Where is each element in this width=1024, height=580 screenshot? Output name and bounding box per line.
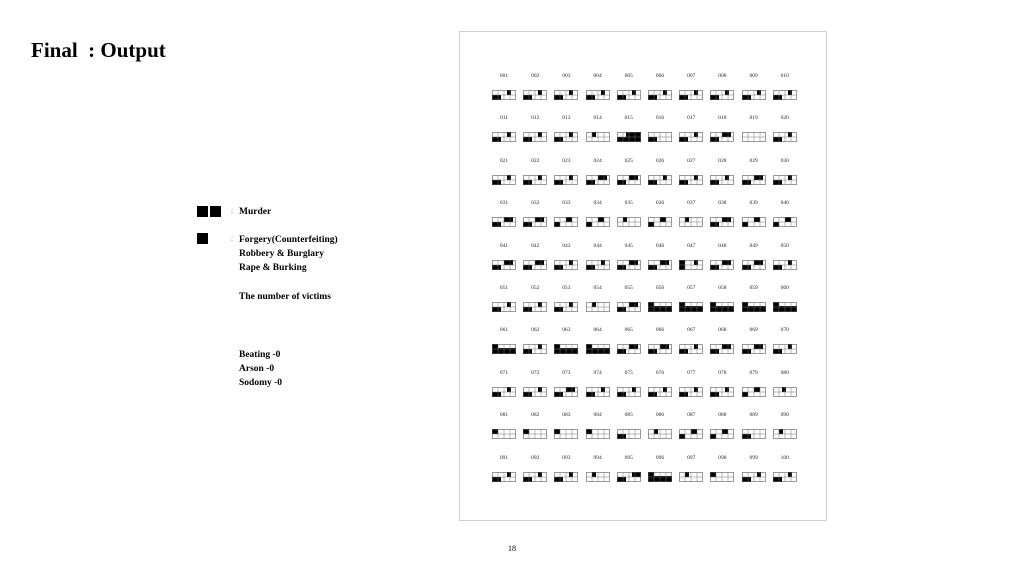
crime-glyph — [710, 302, 734, 312]
cell-label: 066 — [655, 327, 665, 334]
crime-glyph — [523, 217, 547, 227]
crime-glyph — [617, 217, 641, 227]
cell-label: 089 — [749, 412, 758, 419]
cell-label: 079 — [749, 369, 758, 376]
cell-label: 068 — [718, 327, 727, 334]
cell-label: 083 — [562, 412, 571, 419]
crime-glyph — [523, 344, 547, 354]
murder-swatch-right — [210, 206, 221, 217]
crime-glyph — [742, 429, 766, 439]
cell-label: 090 — [780, 412, 789, 419]
crime-glyph — [492, 344, 516, 354]
crime-glyph — [586, 472, 610, 482]
crime-glyph — [648, 344, 672, 354]
crime-glyph — [648, 175, 672, 185]
cell-label: 091 — [499, 454, 509, 461]
cell-label: 016 — [655, 115, 665, 122]
murder-bullet: : — [231, 207, 233, 215]
crime-glyph — [523, 387, 547, 397]
cell-label: 011 — [499, 115, 509, 122]
crime-glyph — [492, 472, 516, 482]
crime-glyph — [679, 217, 703, 227]
cell-label: 018 — [718, 115, 727, 122]
crime-glyph — [773, 132, 797, 142]
crime-glyph — [679, 90, 703, 100]
crime-glyph — [554, 90, 578, 100]
cell-label: 040 — [780, 200, 789, 207]
cell-label: 007 — [687, 73, 696, 79]
crime-glyph — [523, 302, 547, 312]
cell-label: 044 — [593, 242, 602, 249]
cell-label: 039 — [749, 200, 758, 207]
forgery-swatch — [197, 233, 208, 244]
cell-label: 099 — [749, 454, 758, 461]
crime-glyph — [523, 175, 547, 185]
cell-label: 010 — [780, 73, 789, 79]
cell-label: 022 — [531, 157, 540, 164]
crime-glyph — [617, 429, 641, 439]
cell-label: 062 — [531, 327, 540, 334]
cell-label: 063 — [562, 327, 571, 334]
cell-label: 026 — [655, 157, 665, 164]
crime-glyph — [773, 260, 797, 270]
cell-label: 025 — [624, 157, 633, 164]
cell-label: 074 — [593, 369, 602, 376]
crime-glyph — [710, 429, 734, 439]
crime-glyph — [586, 175, 610, 185]
crime-glyph — [554, 344, 578, 354]
crime-glyph — [648, 387, 672, 397]
crime-glyph — [492, 260, 516, 270]
forgery-bullet: : — [231, 235, 233, 243]
crime-glyph — [710, 132, 734, 142]
cell-label: 076 — [655, 369, 665, 376]
cell-label: 030 — [780, 157, 789, 164]
cell-label: 072 — [531, 369, 540, 376]
cell-label: 054 — [593, 285, 602, 291]
crime-glyph — [617, 260, 641, 270]
cell-label: 070 — [780, 327, 789, 334]
cell-label: 034 — [593, 200, 602, 207]
cell-label: 021 — [499, 157, 509, 164]
crime-glyph — [554, 175, 578, 185]
crime-glyph — [492, 429, 516, 439]
crime-glyph — [679, 175, 703, 185]
cell-label: 095 — [624, 454, 633, 461]
cell-label: 035 — [624, 200, 633, 207]
cell-label: 028 — [718, 157, 727, 164]
cell-label: 024 — [593, 157, 602, 164]
crime-glyph — [710, 90, 734, 100]
cell-label: 049 — [749, 242, 758, 249]
cell-label: 029 — [749, 157, 758, 164]
cell-label: 086 — [655, 412, 665, 419]
cell-label: 053 — [562, 285, 571, 291]
cell-label: 014 — [593, 115, 602, 122]
cell-label: 037 — [687, 200, 696, 207]
cell-label: 048 — [718, 242, 727, 249]
cell-label: 003 — [562, 73, 571, 79]
cell-label: 092 — [531, 454, 540, 461]
cell-label: 071 — [499, 369, 509, 376]
crime-glyph — [710, 217, 734, 227]
cell-label: 069 — [749, 327, 758, 334]
crime-glyph — [773, 217, 797, 227]
crime-glyph — [773, 302, 797, 312]
crime-glyph — [492, 175, 516, 185]
cell-label: 067 — [687, 327, 696, 334]
crime-glyph — [554, 387, 578, 397]
cell-label: 073 — [562, 369, 571, 376]
crime-glyph — [648, 217, 672, 227]
crime-glyph — [710, 344, 734, 354]
cell-label: 006 — [655, 73, 665, 79]
cell-label: 042 — [531, 242, 540, 249]
crime-glyph — [773, 175, 797, 185]
crime-glyph — [742, 132, 766, 142]
crime-glyph — [773, 472, 797, 482]
cell-label: 077 — [687, 369, 696, 376]
legend-rape: Rape & Burking — [239, 263, 307, 273]
cell-label: 032 — [531, 200, 540, 207]
cell-label: 060 — [780, 285, 789, 291]
crime-glyph — [554, 302, 578, 312]
crime-glyph — [586, 217, 610, 227]
crime-glyph — [710, 175, 734, 185]
cell-label: 059 — [749, 285, 758, 291]
cell-label: 082 — [531, 412, 540, 419]
crime-glyph — [648, 472, 672, 482]
crime-glyph — [773, 429, 797, 439]
crime-glyph — [492, 302, 516, 312]
cell-label: 056 — [655, 285, 665, 291]
cell-label: 085 — [624, 412, 633, 419]
cell-label: 080 — [780, 369, 789, 376]
legend-forgery: Forgery(Counterfeiting) — [239, 235, 338, 245]
crime-glyph — [742, 90, 766, 100]
output-panel — [459, 31, 827, 521]
cell-label: 094 — [593, 454, 602, 461]
crime-glyph — [710, 387, 734, 397]
cell-label: 088 — [718, 412, 727, 419]
cell-label: 045 — [624, 242, 633, 249]
crime-glyph — [773, 344, 797, 354]
cell-label: 017 — [687, 115, 696, 122]
cell-label: 098 — [718, 454, 727, 461]
crime-glyph — [554, 217, 578, 227]
crime-glyph — [679, 132, 703, 142]
crime-glyph — [679, 429, 703, 439]
cell-label: 027 — [687, 157, 696, 164]
cell-label: 064 — [593, 327, 602, 334]
cell-label: 012 — [531, 115, 540, 122]
crime-glyph — [742, 472, 766, 482]
cell-label: 052 — [531, 285, 540, 291]
cell-label: 078 — [718, 369, 727, 376]
crime-glyph — [742, 260, 766, 270]
crime-glyph — [523, 429, 547, 439]
legend-sodomy: Sodomy -0 — [239, 378, 283, 388]
cell-label: 084 — [593, 412, 602, 419]
crime-glyph — [586, 90, 610, 100]
crime-glyph — [523, 472, 547, 482]
cell-label: 100 — [780, 454, 789, 461]
crime-glyph — [617, 132, 641, 142]
cell-label: 058 — [718, 285, 727, 291]
crime-glyph — [617, 302, 641, 312]
crime-glyph — [586, 132, 610, 142]
cell-label: 036 — [655, 200, 665, 207]
cell-label: 002 — [531, 73, 540, 79]
murder-swatch-left — [197, 206, 208, 217]
crime-glyph — [586, 302, 610, 312]
crime-glyph — [742, 344, 766, 354]
cell-label: 050 — [780, 242, 789, 249]
crime-glyph — [523, 90, 547, 100]
crime-glyph — [586, 260, 610, 270]
crime-glyph — [679, 302, 703, 312]
crime-glyph — [710, 472, 734, 482]
crime-glyph — [586, 429, 610, 439]
crime-glyph — [710, 260, 734, 270]
cell-label: 001 — [499, 73, 509, 79]
legend-victims: The number of victims — [239, 292, 331, 302]
cell-label: 004 — [593, 73, 602, 79]
crime-glyph — [492, 387, 516, 397]
crime-glyph — [617, 472, 641, 482]
cell-label: 008 — [718, 73, 727, 79]
crime-glyph — [773, 387, 797, 397]
cell-label: 075 — [624, 369, 633, 376]
crime-glyph — [679, 344, 703, 354]
crime-glyph — [617, 90, 641, 100]
crime-glyph — [554, 132, 578, 142]
legend-arson: Arson -0 — [239, 364, 275, 374]
crime-glyph — [586, 344, 610, 354]
cell-label: 093 — [562, 454, 571, 461]
crime-glyph — [742, 302, 766, 312]
crime-glyph — [648, 132, 672, 142]
cell-label: 051 — [499, 285, 509, 291]
cell-label: 020 — [780, 115, 789, 122]
cell-label: 096 — [655, 454, 665, 461]
page-number: 18 — [508, 544, 516, 553]
cell-label: 057 — [687, 285, 696, 291]
cell-label: 043 — [562, 242, 571, 249]
cell-label: 033 — [562, 200, 571, 207]
cell-label: 055 — [624, 285, 633, 291]
cell-label: 041 — [499, 242, 509, 249]
legend-robbery: Robbery & Burglary — [239, 249, 324, 259]
page-title: Final : Output — [31, 38, 166, 62]
cell-label: 065 — [624, 327, 633, 334]
crime-glyph — [679, 387, 703, 397]
cell-label: 009 — [749, 73, 758, 79]
crime-glyph — [648, 429, 672, 439]
cell-label: 038 — [718, 200, 727, 207]
crime-glyph — [617, 344, 641, 354]
legend-murder: Murder — [239, 207, 272, 217]
crime-glyph — [554, 260, 578, 270]
crime-glyph — [742, 217, 766, 227]
crime-glyph — [742, 175, 766, 185]
cell-label: 023 — [562, 157, 571, 164]
crime-glyph — [492, 90, 516, 100]
cell-label: 081 — [499, 412, 509, 419]
cell-label: 097 — [687, 454, 696, 461]
legend-beating: Beating -0 — [239, 350, 281, 360]
crime-glyph — [742, 387, 766, 397]
crime-glyph — [679, 260, 703, 270]
crime-glyph — [554, 429, 578, 439]
crime-glyph — [554, 472, 578, 482]
crime-glyph — [648, 260, 672, 270]
crime-glyph — [523, 260, 547, 270]
cell-label: 031 — [499, 200, 509, 207]
crime-glyph — [773, 90, 797, 100]
crime-glyph — [617, 387, 641, 397]
crime-glyph — [648, 302, 672, 312]
cell-label: 087 — [687, 412, 696, 419]
cell-label: 047 — [687, 242, 696, 249]
crime-glyph — [617, 175, 641, 185]
cell-label: 013 — [562, 115, 571, 122]
crime-glyph — [679, 472, 703, 482]
crime-glyph — [648, 90, 672, 100]
crime-glyph — [586, 387, 610, 397]
cell-label: 005 — [624, 73, 633, 79]
crime-glyph — [492, 217, 516, 227]
cell-label: 061 — [499, 327, 509, 334]
cell-label: 046 — [655, 242, 665, 249]
cell-label: 019 — [749, 115, 758, 122]
crime-glyph — [523, 132, 547, 142]
crime-glyph — [492, 132, 516, 142]
cell-label: 015 — [624, 115, 633, 122]
